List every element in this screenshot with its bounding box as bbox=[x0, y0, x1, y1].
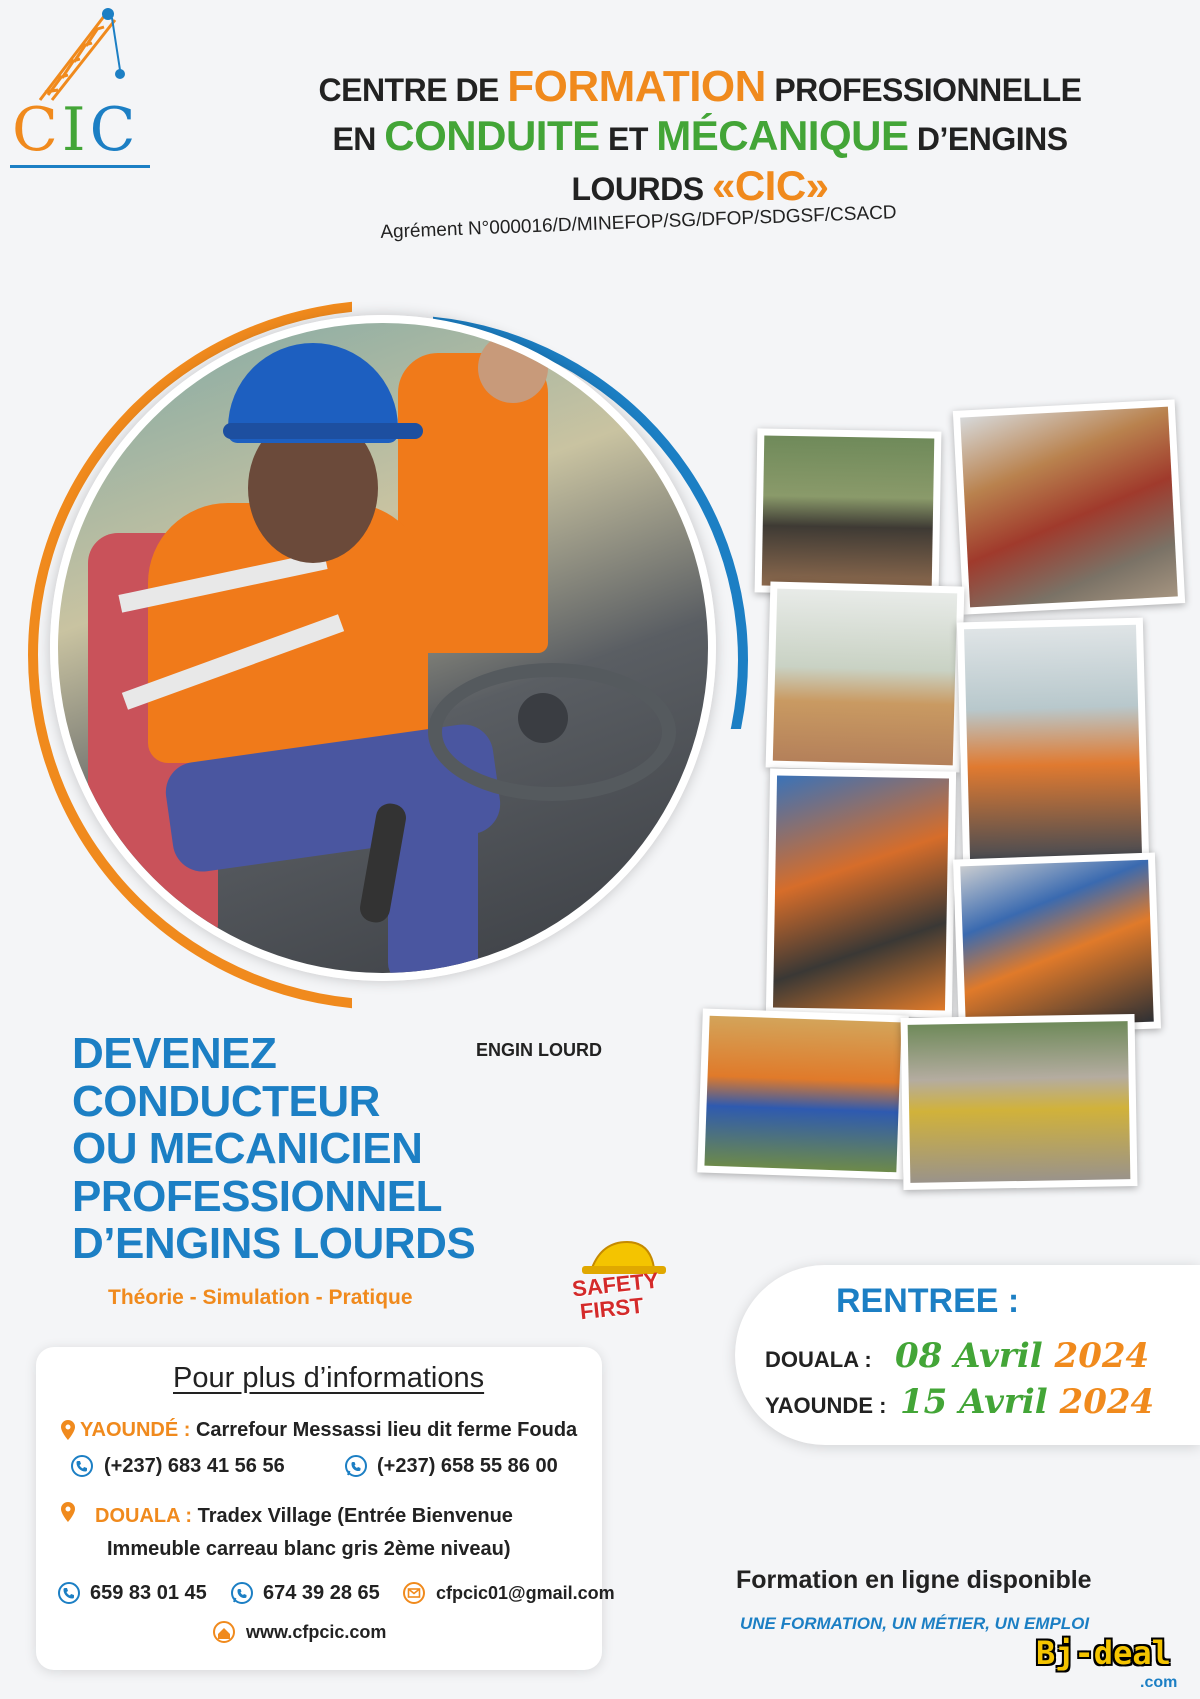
phone-2[interactable]: (+237) 658 55 86 00 bbox=[377, 1455, 558, 1477]
cic-logo bbox=[0, 0, 150, 170]
whatsapp-icon bbox=[344, 1454, 368, 1478]
slogan: UNE FORMATION, UN MÉTIER, UN EMPLOI bbox=[740, 1614, 1090, 1633]
theorie-simulation-pratique: Théorie - Simulation - Pratique bbox=[108, 1286, 413, 1309]
header-line-1: CENTRE DE FORMATION PROFESSIONNELLE bbox=[318, 62, 1082, 111]
header-line-2: EN CONDUITE ET MÉCANIQUE D’ENGINS bbox=[332, 112, 1068, 159]
phone-icon bbox=[70, 1454, 94, 1478]
logo-text: CIC bbox=[12, 95, 140, 165]
yaounde-label: YAOUNDE : bbox=[765, 1393, 887, 1418]
phone-3[interactable]: 659 83 01 45 bbox=[90, 1582, 207, 1604]
bj-deal-watermark: Bj-deal bbox=[1036, 1634, 1171, 1672]
douala-date: 08 Avril 2024 bbox=[895, 1336, 1150, 1376]
location-pin-icon bbox=[56, 1500, 80, 1524]
yaounde-date: 15 Avril 2024 bbox=[900, 1382, 1155, 1422]
crane-icon bbox=[0, 0, 150, 110]
photo-bulldozer bbox=[755, 428, 942, 595]
info-title: Pour plus d’informations bbox=[173, 1362, 485, 1394]
photo-classroom bbox=[957, 618, 1149, 867]
douala-address-1: DOUALA : Tradex Village (Entrée Bienvenue bbox=[95, 1505, 513, 1527]
header-line-3: LOURDS «CIC» bbox=[571, 162, 829, 209]
safety-first-badge: SAFETY FIRST bbox=[562, 1238, 672, 1328]
yaounde-address: YAOUNDÉ : Carrefour Messassi lieu dit ferme Fouda bbox=[80, 1419, 578, 1441]
formation-en-ligne: Formation en ligne disponible bbox=[736, 1566, 1092, 1594]
website-link[interactable]: www.cfpcic.com bbox=[246, 1622, 387, 1642]
email-icon bbox=[402, 1581, 426, 1605]
phone-1[interactable]: (+237) 683 41 56 56 bbox=[104, 1455, 285, 1477]
photo-group-excavators bbox=[697, 1008, 909, 1179]
hero-photo-operator bbox=[50, 315, 716, 981]
rentree-title: RENTREE : bbox=[836, 1282, 1020, 1320]
photo-forklift bbox=[766, 581, 965, 772]
logo-underline bbox=[10, 165, 150, 168]
email-address[interactable]: cfpcic01@gmail.com bbox=[436, 1583, 615, 1603]
photo-simulator-training bbox=[953, 853, 1161, 1036]
phone-4[interactable]: 674 39 28 65 bbox=[263, 1582, 380, 1604]
engin-lourd-label: ENGIN LOURD bbox=[476, 1040, 602, 1060]
agrement-number: Agrément N°000016/D/MINEFOP/SG/DFOP/SDGSF/CSACD bbox=[380, 202, 897, 243]
douala-label: DOUALA : bbox=[765, 1347, 872, 1372]
globe-icon bbox=[212, 1620, 236, 1644]
location-pin-icon bbox=[56, 1418, 80, 1442]
photo-mechanics-workshop bbox=[766, 768, 956, 1017]
photo-container-handler bbox=[953, 399, 1185, 614]
headline: DEVENEZ CONDUCTEUR OU MECANICIEN PROFESSIONNEL D’ENGINS LOURDS bbox=[72, 1029, 476, 1269]
photo-excavator-quarry bbox=[901, 1014, 1138, 1190]
douala-address-2: Immeuble carreau blanc gris 2ème niveau) bbox=[107, 1538, 511, 1560]
phone-icon bbox=[57, 1581, 81, 1605]
bj-deal-watermark-com: .com bbox=[1140, 1674, 1178, 1691]
whatsapp-icon bbox=[230, 1581, 254, 1605]
